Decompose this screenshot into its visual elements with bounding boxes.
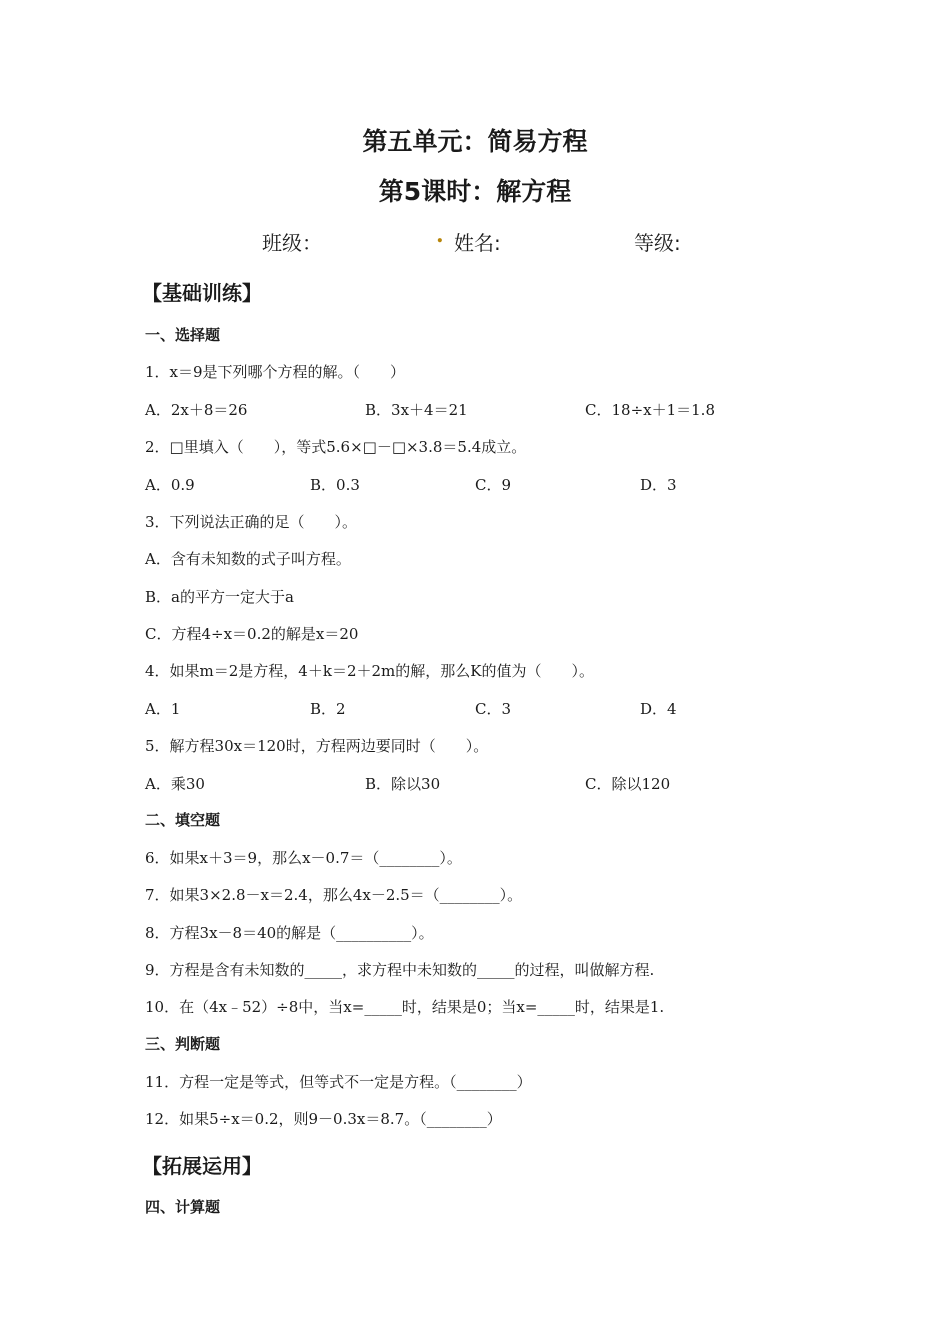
question-3: 3．下列说法正确的足（ ）。 xyxy=(145,513,358,531)
q2-option-c: C．9 xyxy=(475,476,512,494)
q1-option-c: C．18÷x＋1＝1.8 xyxy=(585,401,715,419)
question-2: 2．□里填入（ ），等式5.6×□－□×3.8＝5.4成立。 xyxy=(145,438,527,456)
question-6: 6．如果x＋3＝9，那么x－0.7＝（________）。 xyxy=(145,849,462,867)
q2-option-a: A．0.9 xyxy=(145,476,195,494)
heading-judge: 三、判断题 xyxy=(145,1035,221,1053)
q5-option-b: B．除以30 xyxy=(365,775,441,793)
q3-option-c: C．方程4÷x＝0.2的解是x＝20 xyxy=(145,625,359,643)
grade-label: 等级: xyxy=(634,231,681,255)
page-title: 第五单元：简易方程 xyxy=(362,127,588,156)
q2-option-b: B．0.3 xyxy=(310,476,360,494)
question-5: 5．解方程30x＝120时，方程两边要同时（ ）。 xyxy=(145,737,489,755)
q1-option-b: B．3x＋4＝21 xyxy=(365,401,468,419)
q4-option-c: C．3 xyxy=(475,700,512,718)
question-9: 9．方程是含有未知数的_____，求方程中未知数的_____的过程，叫做解方程. xyxy=(145,961,655,979)
heading-calc: 四、计算题 xyxy=(145,1198,221,1216)
section-extension: 【拓展运用】 xyxy=(142,1154,262,1178)
class-label: 班级： xyxy=(262,231,322,255)
heading-fill: 二、填空题 xyxy=(145,811,221,829)
question-10: 10．在（4x﹣52）÷8中，当x=_____时，结果是0；当x=_____时，结果是1. xyxy=(145,998,665,1016)
section-basic-training: 【基础训练】 xyxy=(142,281,262,305)
question-1: 1．x＝9是下列哪个方程的解。（ ） xyxy=(145,363,406,381)
q5-option-a: A．乘30 xyxy=(145,775,205,793)
q4-option-b: B．2 xyxy=(310,700,346,718)
q1-option-a: A．2x＋8＝26 xyxy=(145,401,248,419)
q4-option-a: A．1 xyxy=(145,700,181,718)
question-4: 4．如果m＝2是方程，4＋k＝2＋2m的解，那么K的值为（ ）。 xyxy=(145,662,594,680)
question-11: 11．方程一定是等式，但等式不一定是方程。（________） xyxy=(145,1073,532,1091)
name-label: 姓名: xyxy=(454,231,501,255)
q3-option-a: A．含有未知数的式子叫方程。 xyxy=(145,550,351,568)
q4-option-d: D．4 xyxy=(640,700,677,718)
q5-option-c: C．除以120 xyxy=(585,775,671,793)
question-12: 12．如果5÷x＝0.2，则9－0.3x＝8.7。（________） xyxy=(145,1110,502,1128)
heading-choice: 一、选择题 xyxy=(145,326,221,344)
page-subtitle: 第5课时：解方程 xyxy=(378,177,572,206)
separator-dot: . xyxy=(436,222,444,248)
q3-option-b: B．a的平方一定大于a xyxy=(145,588,294,606)
question-8: 8．方程3x－8＝40的解是（__________）。 xyxy=(145,924,434,942)
q2-option-d: D．3 xyxy=(640,476,677,494)
question-7: 7．如果3×2.8－x＝2.4，那么4x－2.5＝（________）。 xyxy=(145,886,523,904)
